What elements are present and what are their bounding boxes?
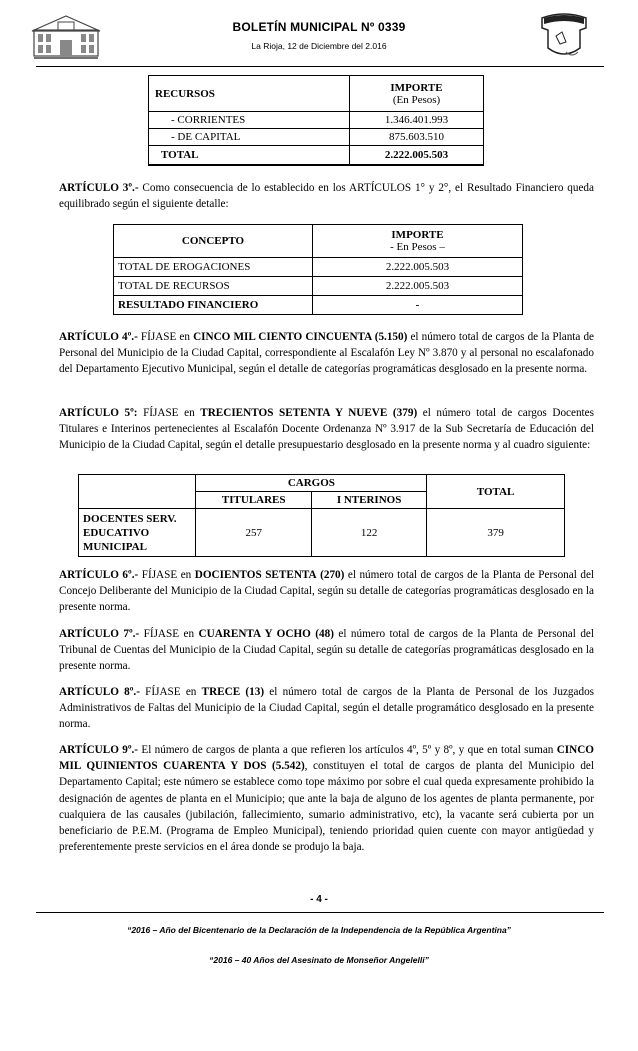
- row-label: TOTAL DE RECURSOS: [114, 277, 313, 296]
- table-row: [114, 277, 523, 296]
- titulares-value: 257: [196, 509, 311, 557]
- row-label: - DE CAPITAL: [149, 129, 350, 146]
- article-text: FÍJASE en: [137, 331, 194, 343]
- page-number: - 4 -: [310, 894, 328, 905]
- article-text: FÍJASE en: [139, 628, 199, 640]
- article-text: el número total de cargos de la Planta de Personal del Concejo Deliberante del Municipio de la Ciudad Capital, según su detalle de categorías programáticas desglosado en la presente norma.: [59, 569, 595, 614]
- total-header: TOTAL: [427, 475, 565, 509]
- article-bold: (270): [320, 569, 345, 581]
- table-row: [149, 112, 484, 129]
- row-value: 875.603.510: [350, 129, 484, 146]
- bulletin-date: La Rioja, 12 de Diciembre del 2.016: [251, 41, 387, 51]
- article-lead: ARTÍCULO 5º:: [59, 407, 138, 419]
- total-value: 379: [427, 509, 565, 557]
- table-header-concepto: CONCEPTO: [114, 225, 313, 258]
- article-text: , constituyen el total de cargos de planta del Municipio del Departamento Capital; este número se establece como tope máximo por sobre el cual queda expresamente prohibido la designación de agentes de planta en el Municipio; que ante la baja de alguno de los agentes de planta permanente, por cualquiera de las causales (jubilación, fallecimiento, sumario administrativo, etc), la vacante será cubierta por un beneficiario de P.E.M. (Programa de Empleo Municipal), teniendo prioridad quien cuente con mayor antigüedad y preferentemente preste servicios en el área donde se produjo la baja.: [59, 760, 594, 854]
- row-label-line: EDUCATIVO: [83, 526, 150, 539]
- row-value: 2.222.005.503: [313, 277, 523, 296]
- resultado-table: [113, 224, 523, 315]
- article-text: el número total de cargos de la Planta de Personal de los Juzgados Administrativos de Faltas del Municipio de la Ciudad Capital, según el detalle programático desglosado en la presente norma.: [59, 686, 595, 731]
- article-text: el número total de cargos de la Planta de Personal del Tribunal de Cuentas del Municipio de la Ciudad Capital, según su detalle de categorías programáticas desglosado en la presente norma.: [59, 628, 594, 673]
- table-row: [149, 129, 484, 146]
- article-9: [59, 742, 594, 855]
- interinos-header: I NTERINOS: [311, 492, 426, 509]
- article-bold: TRECE (13): [201, 686, 265, 698]
- importe-unit: - En Pesos –: [390, 241, 445, 253]
- article-text: El número de cargos de planta a que refieren los artículos 4º, 5º y 8º, y que en total suman: [138, 744, 557, 756]
- article-text: FÍJASE en: [138, 569, 195, 581]
- header-rule: [36, 66, 604, 67]
- article-8: [59, 684, 594, 733]
- footer-rule: [36, 912, 604, 913]
- importe-label: IMPORTE: [391, 229, 444, 241]
- interinos-value: 122: [311, 509, 426, 557]
- row-label-line: DOCENTES SERV.: [83, 512, 177, 525]
- row-label: [79, 509, 196, 557]
- table-header-importe: [313, 225, 523, 258]
- article-lead: ARTÍCULO 9º.-: [59, 744, 139, 756]
- article-lead: ARTÍCULO 6º.-: [59, 569, 139, 581]
- titulares-header: TITULARES: [196, 492, 311, 509]
- article-text: el número total de cargos de la Planta de Personal del Municipio de la Ciudad Capital, correspondiente al Escalafón Ley Nº 3.870 y al personal no escalafonado del Departamento Ejecutivo Municipal, según el detalle de categorías programáticas desglosado en la presente norma.: [59, 331, 595, 376]
- footer-motto-1: “2016 – Año del Bicentenario de la Declaración de la Independencia de la República Argentina”: [127, 925, 511, 935]
- importe-unit: (En Pesos): [392, 93, 441, 106]
- article-text: el número total de cargos Docentes Titulares e Interinos pertenecientes al Escalafón Docente Ordenanza Nº 3.917 de la Sub Secretaría de Educación del Municipio de la Ciudad Capital, según el detalle presupuestario desglosado en la presente norma y al cuadro siguiente:: [59, 407, 594, 452]
- article-bold: CINCO MIL QUINIENTOS CUARENTA Y DOS (5.542): [59, 744, 595, 773]
- article-bold: DOCIENTOS SETENTA: [194, 569, 317, 581]
- article-bold: TRECIENTOS SETENTA Y NUEVE (379): [200, 407, 418, 419]
- row-label: TOTAL DE EROGACIONES: [114, 258, 313, 277]
- table-row: [79, 509, 565, 557]
- total-value: 2.222.005.503: [350, 146, 484, 165]
- importe-label: IMPORTE: [390, 81, 443, 94]
- article-7: [59, 626, 594, 675]
- result-label: RESULTADO FINANCIERO: [114, 296, 313, 315]
- article-bold: CUARENTA Y OCHO (48): [198, 628, 334, 640]
- article-text: FÍJASE en: [137, 407, 201, 419]
- footer-motto-2: “2016 – 40 Años del Asesinato de Monseñor Angelelli”: [209, 955, 429, 965]
- cargos-table: [78, 474, 565, 557]
- recursos-table: [148, 75, 484, 166]
- article-3: [59, 180, 594, 212]
- row-value: 2.222.005.503: [313, 258, 523, 277]
- row-value: 1.346.401.993: [350, 112, 484, 129]
- article-lead: ARTÍCULO 8º.-: [59, 686, 140, 698]
- row-label: - CORRIENTES: [149, 112, 350, 129]
- table-row: [114, 258, 523, 277]
- article-lead: ARTÍCULO 7º.-: [59, 628, 140, 640]
- article-lead: ARTÍCULO 3º.-: [59, 182, 139, 194]
- table-total-row: [149, 146, 484, 165]
- coat-of-arms-logo: [536, 8, 592, 64]
- bulletin-title: BOLETÍN MUNICIPAL Nº 0339: [232, 20, 406, 34]
- article-text: FÍJASE en: [139, 686, 202, 698]
- article-bold: CINCO MIL CIENTO CINCUENTA (5.150): [193, 331, 408, 343]
- article-5: [59, 405, 594, 454]
- table-header-importe: [350, 76, 484, 112]
- cargos-header: CARGOS: [196, 475, 427, 492]
- result-value: -: [313, 296, 523, 315]
- cargos-empty-cell: [79, 475, 196, 509]
- table-result-row: [114, 296, 523, 315]
- article-lead: ARTÍCULO 4º.-: [59, 331, 138, 343]
- article-4: [59, 329, 594, 378]
- article-6: [59, 567, 594, 616]
- table-header-recursos: RECURSOS: [149, 76, 350, 112]
- article-text: Como consecuencia de lo establecido en los ARTÍCULOS 1° y 2°, el Resultado Financiero queda equilibrado según el siguiente detalle:: [59, 182, 594, 211]
- row-label-line: MUNICIPAL: [83, 540, 147, 553]
- total-label: TOTAL: [149, 146, 350, 165]
